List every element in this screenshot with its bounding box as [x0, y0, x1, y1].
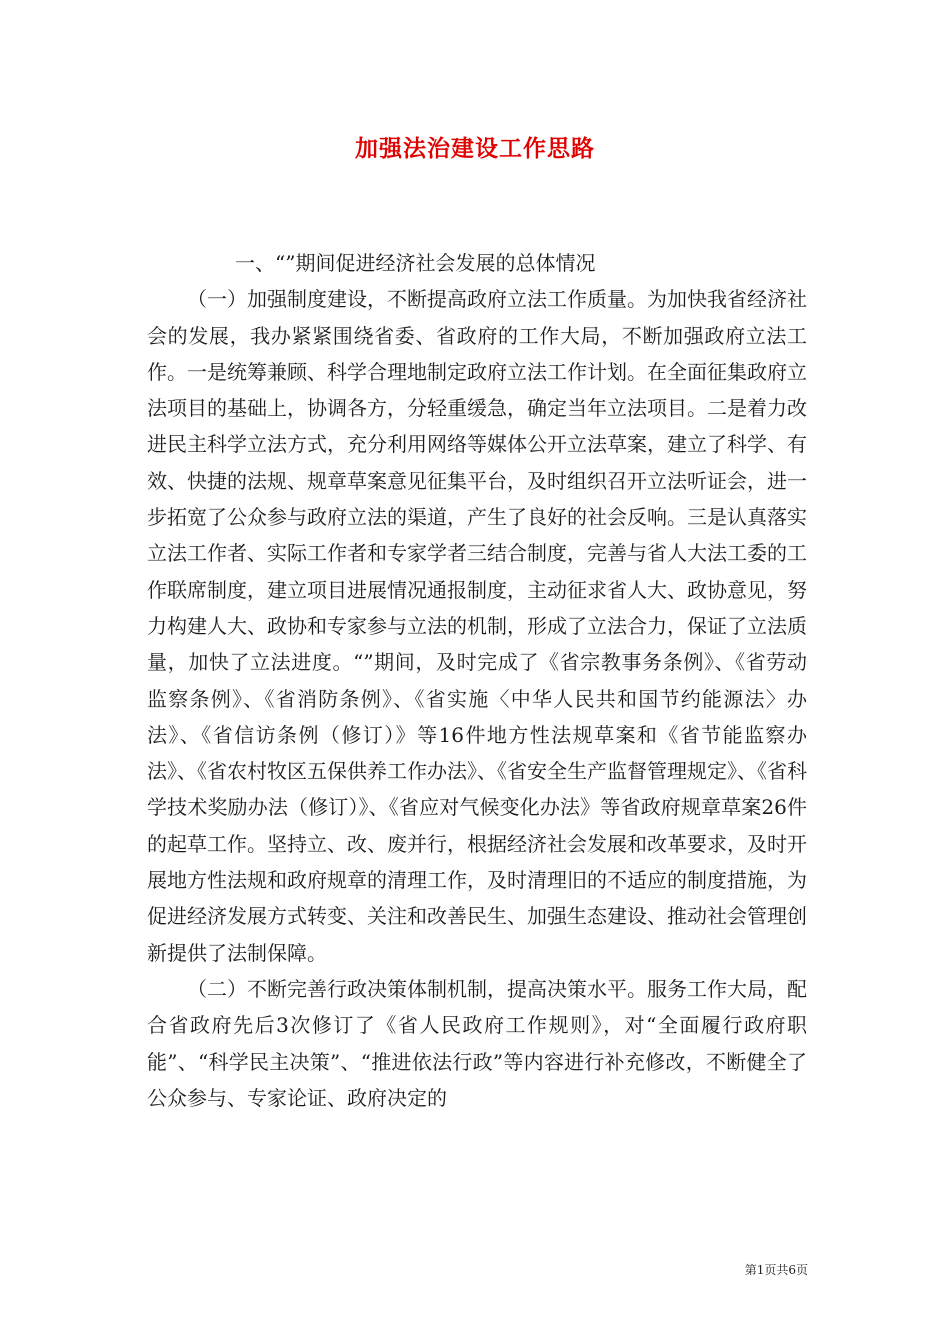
paragraph-2: （二）不断完善行政决策体制机制，提高决策水平。服务工作大局，配合省政府先后3次修订了《省人民政府工作规则》，对“全面履行政府职能”、“科学民主决策”、“推进依法行政”等内容进行补充修改，不断健全了公众参与、专家论证、政府决定的: [147, 976, 807, 1110]
page-number: 第1页共6页: [744, 1263, 808, 1277]
paragraph-1: （一）加强制度建设，不断提高政府立法工作质量。为加快我省经济社会的发展，我办紧紧围绕省委、省政府的工作大局，不断加强政府立法工作。一是统筹兼顾、科学合理地制定政府立法工作计划。在全面征集政府立法项目的基础上，协调各方，分轻重缓急，确定当年立法项目。二是着力改进民主科学立法方式，充分利用网络等媒体公开立法草案，建立了科学、有效、快捷的法规、规章草案意见征集平台，及时组织召开立法听证会，进一步拓宽了公众参与政府立法的渠道，产生了良好的社会反响。三是认真落实立法工作者、实际工作者和专家学者三结合制度，完善与省人大法工委的工作联席制度，建立项目进展情况通报制度，主动征求省人大、政协意见，努力构建人大、政协和专家参与立法的机制，形成了立法合力，保证了立法质量，加快了立法进度。“”期间，及时完成了《省宗教事务条例》、《省劳动监察条例》、《省消防条例》、《省实施〈中华人民共和国节约能源法〉办法》、《省信访条例（修订）》等16件地方性法规草案和《省节能监察办法》、《省农村牧区五保供养工作办法》、《省安全生产监督管理规定》、《省科学技术奖励办法（修订）》、《省应对气候变化办法》等省政府规章草案26件的起草工作。坚持立、改、废并行，根据经济社会发展和改革要求，及时开展地方性法规和政府规章的清理工作，及时清理旧的不适应的制度措施，为促进经济发展方式转变、关注和改善民生、加强生态建设、推动社会管理创新提供了法制保障。: [147, 287, 807, 965]
section-heading: 一、“”期间促进经济社会发展的总体情况: [235, 251, 596, 275]
document-title: 加强法治建设工作思路: [355, 135, 595, 162]
document-body: [147, 245, 807, 1116]
